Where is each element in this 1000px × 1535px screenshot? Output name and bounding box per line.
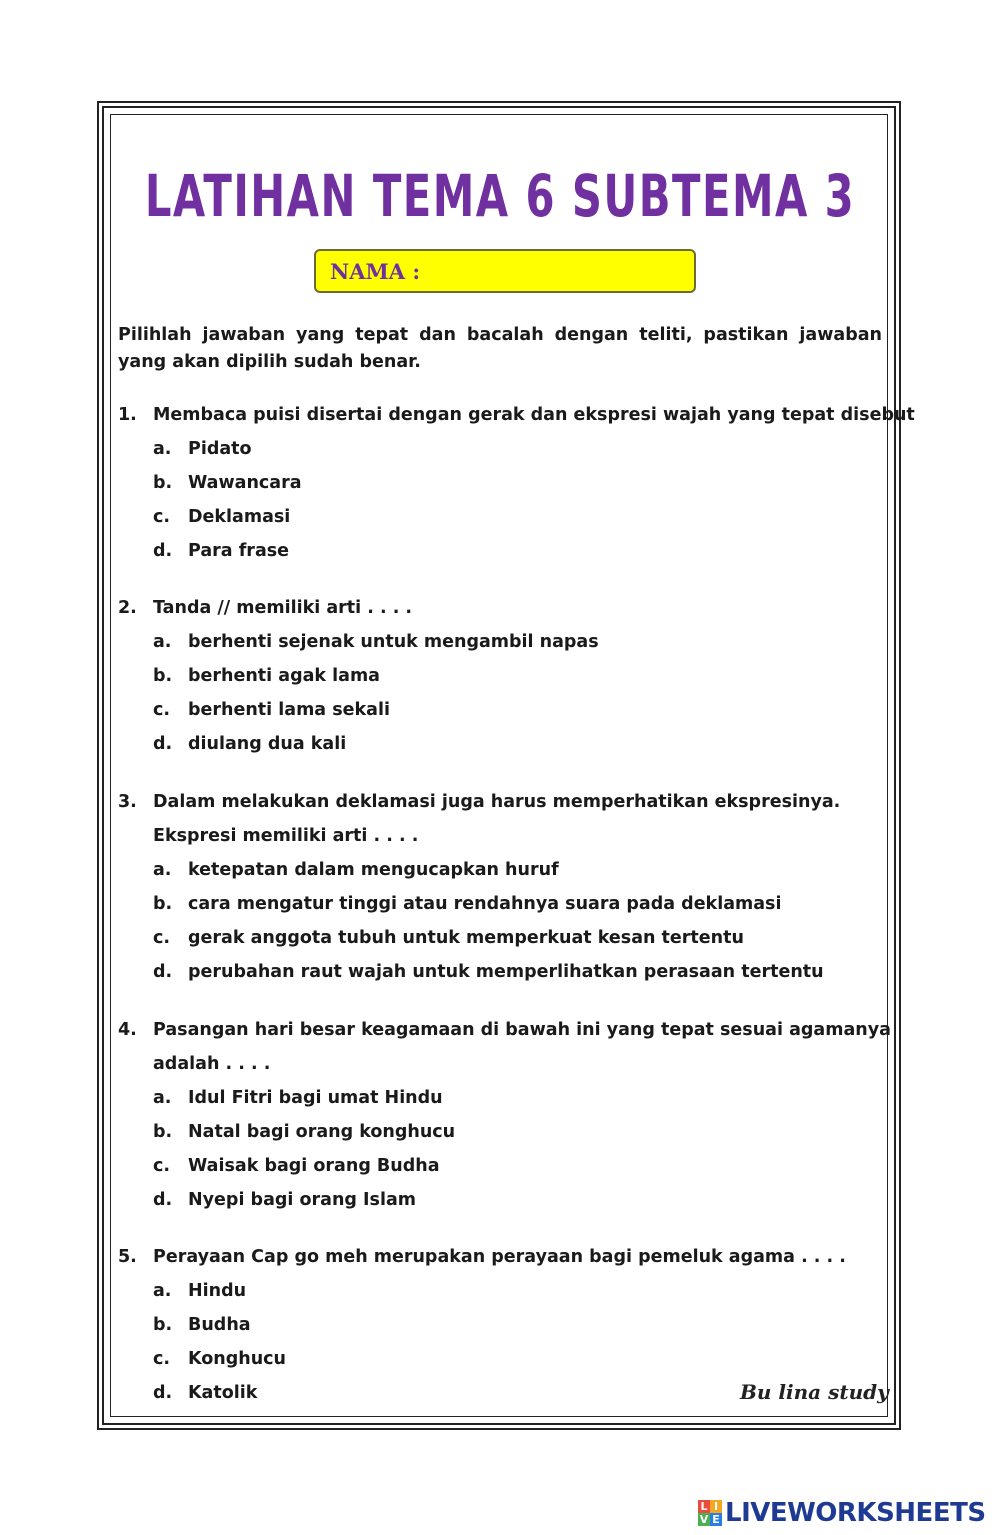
option-text: Waisak bagi orang Budha [188,1156,440,1176]
page-border-inner [110,114,888,1417]
liveworksheets-logo[interactable] [698,1498,986,1528]
worksheet-title: LATIHAN TEMA 6 SUBTEMA 3 [144,162,856,230]
option-letter: d. [153,1383,173,1403]
logo-letter: V [699,1513,709,1526]
option-5a[interactable] [118,1274,882,1308]
option-letter: c. [153,507,171,527]
option-letter: c. [153,928,171,948]
option-text: Nyepi bagi orang Islam [188,1190,417,1210]
question-number: 1. [118,405,137,425]
option-text: gerak anggota tubuh untuk memperkuat kesan tertentu [188,928,744,948]
logo-letter: I [710,1500,722,1513]
option-4c[interactable] [118,1149,882,1183]
option-3a[interactable] [118,853,882,887]
option-text: cara mengatur tinggi atau rendahnya suara pada deklamasi [188,894,782,914]
option-text: Budha [188,1315,251,1335]
option-1b[interactable] [118,466,882,500]
option-5b[interactable] [118,1308,882,1342]
logo-letter: E [710,1513,722,1526]
option-text: Natal bagi orang konghucu [188,1122,456,1142]
option-letter: c. [153,1156,171,1176]
option-text: ketepatan dalam mengucapkan huruf [188,860,559,880]
question-2 [118,591,882,761]
logo-letter: L [698,1500,710,1513]
option-letter: c. [153,1349,171,1369]
option-text: Pidato [188,439,252,459]
option-3b[interactable] [118,887,882,921]
option-4b[interactable] [118,1115,882,1149]
option-text: berhenti sejenak untuk mengambil napas [188,632,599,652]
option-text: perubahan raut wajah untuk memperlihatkan perasaan tertentu [188,962,824,982]
option-letter: a. [153,439,172,459]
name-field[interactable] [314,249,696,293]
option-text: Hindu [188,1281,247,1301]
option-letter: d. [153,734,173,754]
liveworksheets-logo-icon [698,1500,722,1526]
question-text: Perayaan Cap go meh merupakan perayaan bagi pemeluk agama . . . . [153,1247,846,1267]
name-label: NAMA : [330,258,421,284]
option-text: Katolik [188,1383,258,1403]
option-letter: d. [153,1190,173,1210]
option-text: Wawancara [188,473,302,493]
option-4d[interactable] [118,1183,882,1217]
option-letter: b. [153,894,173,914]
option-text: Idul Fitri bagi umat Hindu [188,1088,443,1108]
option-2d[interactable] [118,727,882,761]
option-letter: b. [153,1315,173,1335]
option-letter: c. [153,700,171,720]
option-text: berhenti agak lama [188,666,380,686]
option-letter: a. [153,1088,172,1108]
question-1 [118,398,915,568]
option-4a[interactable] [118,1081,882,1115]
option-text: berhenti lama sekali [188,700,390,720]
option-2c[interactable] [118,693,882,727]
option-2b[interactable] [118,659,882,693]
liveworksheets-logo-text: LIVEWORKSHEETS [725,1498,986,1528]
option-1c[interactable] [118,500,882,534]
option-letter: b. [153,1122,173,1142]
question-text: Membaca puisi disertai dengan gerak dan ekspresi wajah yang tepat disebut [153,405,915,425]
question-text: Tanda // memiliki arti . . . . [153,598,413,618]
option-text: Deklamasi [188,507,291,527]
option-letter: b. [153,666,173,686]
option-text: Konghucu [188,1349,287,1369]
option-letter: a. [153,632,172,652]
question-number: 3. [118,792,137,812]
option-3c[interactable] [118,921,882,955]
question-number: 4. [118,1020,137,1040]
option-letter: d. [153,541,173,561]
question-text-continued: Ekspresi memiliki arti . . . . [153,826,419,846]
option-text: diulang dua kali [188,734,347,754]
option-letter: a. [153,1281,172,1301]
option-2a[interactable] [118,625,882,659]
question-text: Dalam melakukan deklamasi juga harus memperhatikan ekspresinya. [153,792,841,812]
option-5c[interactable] [118,1342,882,1376]
option-text: Para frase [188,541,290,561]
option-1d[interactable] [118,534,882,568]
option-letter: d. [153,962,173,982]
question-number: 2. [118,598,137,618]
author-signature: Bu lina study [740,1380,889,1404]
option-letter: a. [153,860,172,880]
question-text: Pasangan hari besar keagamaan di bawah ini yang tepat sesuai agamanya [153,1020,891,1040]
question-4 [118,1013,891,1217]
instruction-text: Pilihlah jawaban yang tepat dan bacalah dengan teliti, pastikan jawaban yang akan dipilih sudah benar. [118,325,882,372]
question-3 [118,785,882,989]
option-3d[interactable] [118,955,882,989]
question-number: 5. [118,1247,137,1267]
option-1a[interactable] [118,432,882,466]
option-letter: b. [153,473,173,493]
question-text-continued: adalah . . . . [153,1054,271,1074]
